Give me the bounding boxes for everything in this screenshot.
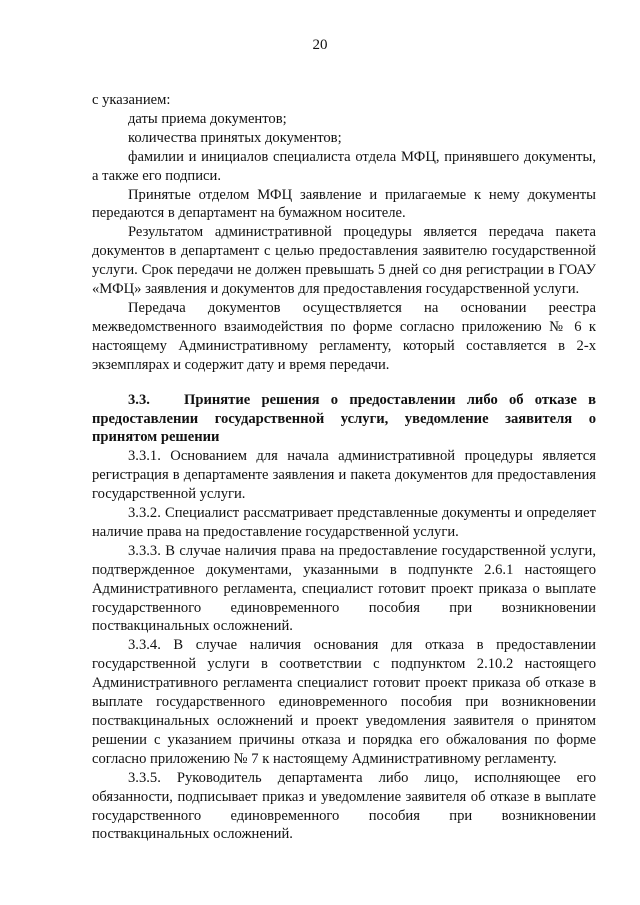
paragraph-3-3-2: 3.3.2. Специалист рассматривает представленные документы и определяет наличие права на предоставление государственной услуги. [92,505,596,540]
section-number: 3.3. [128,391,150,408]
document-body [92,91,596,844]
paragraph-transfer-registry: Передача документов осуществляется на основании реестра межведомственного взаимодействия по форме согласно приложению № 6 к настоящему Административному регламенту, который составляется в 2-х экземплярах и содержит дату и время передачи. [92,299,596,373]
paragraph-3-3-5: 3.3.5. Руководитель департамента либо лицо, исполняющее его обязанности, подписывает приказ и уведомление заявителя об отказе в выплате государственного единовременного пособия при возникновении поствакцинальных осложнений. [92,769,596,843]
paragraph-with-indication: с указанием: [92,92,171,108]
list-item-specialist-name: фамилии и инициалов специалиста отдела МФЦ, принявшего документы, а также его подписи. [92,148,596,184]
paragraph-transfer-paper: Принятые отделом МФЦ заявление и прилагаемые к нему документы передаются в департамент на бумажном носителе. [92,186,596,222]
section-title: Принятие решения о предоставлении либо об отказе в предоставлении государственной услуги, уведомление заявителя о принятом решении [92,391,596,446]
section-heading [92,391,596,448]
paragraph-3-3-3: 3.3.3. В случае наличия права на предоставление государственной услуги, подтвержденное документами, указанными в подпункте 2.6.1 настоящего Административного регламента, специалист готовит проект приказа о выплате государственного единовременного пособия при возникновении поствакцинальных осложнений. [92,542,596,635]
list-item-reception-date: даты приема документов; [128,110,287,127]
list-item-document-count: количества принятых документов; [128,129,342,146]
page-number: 20 [312,37,328,53]
paragraph-3-3-1: 3.3.1. Основанием для начала административной процедуры является регистрация в департаменте заявления и пакета документов для предоставления государственной услуги. [92,448,596,503]
paragraph-result: Результатом административной процедуры является передача пакета документов в департамент с целью предоставления заявителю государственной услуги. Срок передачи не должен превышать 5 дней со дня регистрации в ГОАУ «МФЦ» заявления и документов для предоставления государственной услуги. [92,224,596,298]
paragraph-3-3-4: 3.3.4. В случае наличия основания для отказа в предоставлении государственной услуги в соответствии с подпунктом 2.10.2 настоящего Административного регламента специалист готовит проект приказа об отказе в выплате государственного единовременного пособия при возникновении поствакцинальных осложнений и проект уведомления заявителя о принятом решении с указанием причины отказа и порядка его обжалования по форме согласно приложению № 7 к настоящему Административному регламенту. [92,637,596,767]
